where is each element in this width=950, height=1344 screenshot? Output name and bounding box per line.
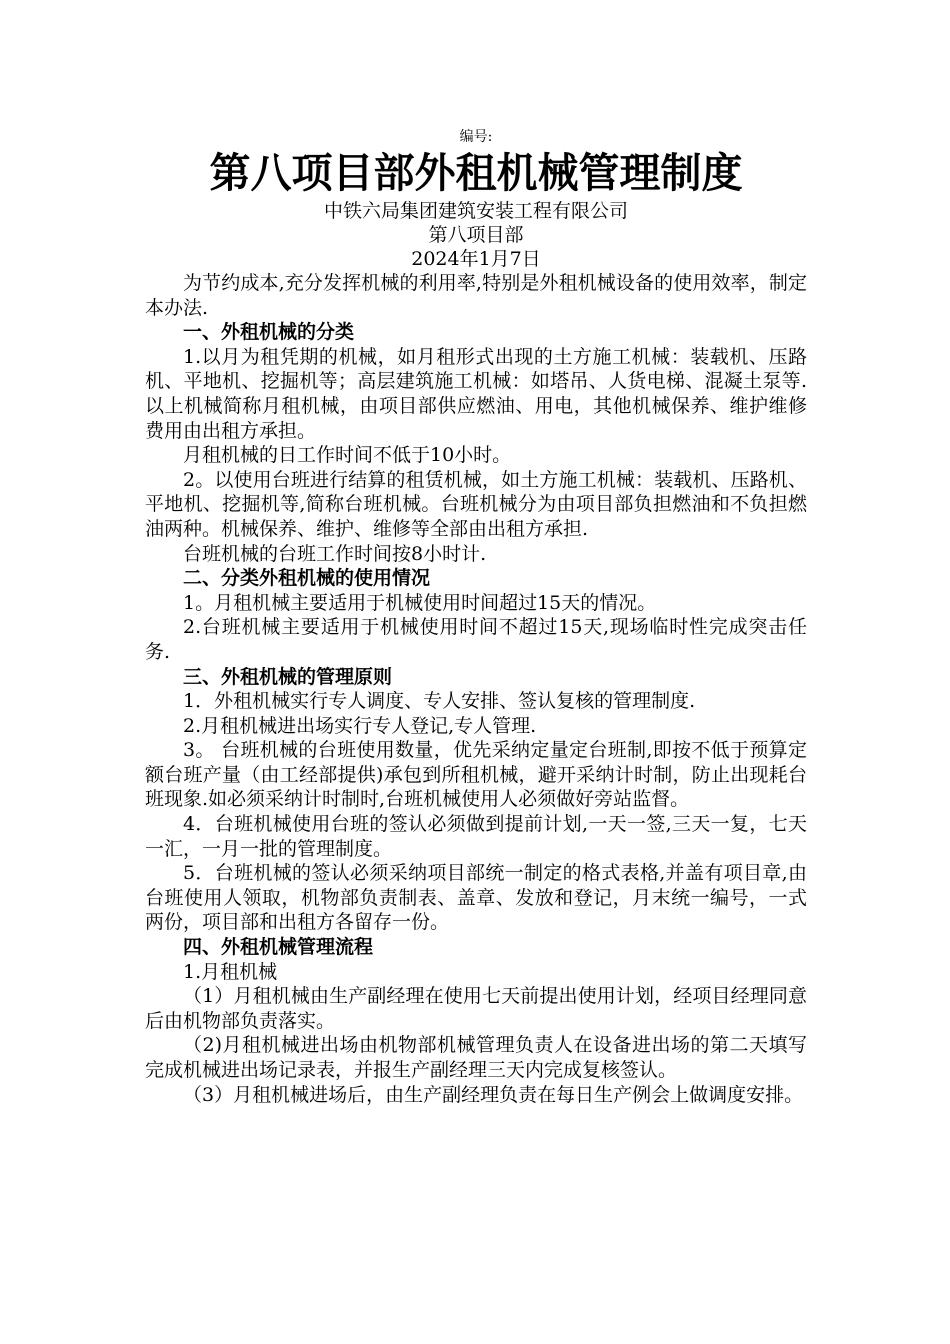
body-paragraph: 3。 台班机械的台班使用数量，优先采纳定量定台班制,即按不低于预算定额台班产量（由工经部提供)承包到所租机械，避开采纳计时制，防止出现耗台班现象.如必须采纳计时制时,台班机械使用人必须做好旁站监督。 <box>145 739 807 811</box>
body-paragraph: （2)月租机械进出场由机物部机械管理负责人在设备进出场的第二天填写完成机械进出场记录表，并报生产副经理三天内完成复核签认。 <box>145 1034 807 1081</box>
body-paragraph: 1．外租机械实行专人调度、专人安排、签认复核的管理制度. <box>183 690 696 713</box>
body-paragraph: 月租机械的日工作时间不低于10小时。 <box>183 444 512 467</box>
department-name: 第八项目部 <box>428 224 524 246</box>
organization-name: 中铁六局集团建筑安装工程有限公司 <box>323 200 628 222</box>
body-paragraph: 1.月租机械 <box>183 960 278 983</box>
body-paragraph: 为节约成本,充分发挥机械的利用率,特别是外租机械设备的使用效率，制定本办法. <box>145 272 807 319</box>
section-heading: 三、外租机械的管理原则 <box>183 665 393 688</box>
document-title: 第八项目部外租机械管理制度 <box>209 149 743 197</box>
document-body <box>145 127 807 1107</box>
body-paragraph: 2.台班机械主要适用于机械使用时间不超过15天,现场临时性完成突击任务. <box>145 616 807 663</box>
section-heading: 四、外租机械管理流程 <box>183 936 374 959</box>
body-paragraph: 5．台班机械的签认必须采纳项目部统一制定的格式表格,并盖有项目章,由台班使用人领取，机物部负责制表、盖章、发放和登记，月末统一编号，一式两份，项目部和出租方各留存一份。 <box>145 862 807 934</box>
body-paragraph: （1）月租机械由生产副经理在使用七天前提出使用计划，经项目经理同意后由机物部负责落实。 <box>145 985 807 1032</box>
body-paragraph: 2。以使用台班进行结算的租赁机械，如土方施工机械：装载机、压路机、平地机、挖掘机等,简称台班机械。台班机械分为由项目部负担燃油和不负担燃油两种。机械保养、维护、维修等全部由出租方承担. <box>145 468 807 540</box>
body-paragraph: （3）月租机械进场后，由生产副经理负责在每日生产例会上做调度安排。 <box>183 1083 804 1106</box>
section-heading: 一、外租机械的分类 <box>183 321 355 344</box>
document-date: 2024年1月7日 <box>411 248 541 270</box>
body-paragraph: 台班机械的台班工作时间按8小时计. <box>183 542 487 565</box>
body-paragraph: 4．台班机械使用台班的签认必须做到提前计划,一天一签,三天一复，七天一汇，一月一批的管理制度。 <box>145 813 807 860</box>
body-paragraph: 1.以月为租凭期的机械，如月租形式出现的土方施工机械：装载机、压路机、平地机、挖掘机等；高层建筑施工机械：如塔吊、人货电梯、混凝土泵等.以上机械简称月租机械，由项目部供应燃油、用电，其他机械保养、维护维修费用由出租方承担。 <box>145 345 807 442</box>
document-paragraphs <box>145 271 807 1107</box>
body-paragraph: 2.月租机械进出场实行专人登记,专人管理. <box>183 714 537 737</box>
section-heading: 二、分类外租机械的使用情况 <box>183 567 431 590</box>
serial-number-label: 编号: <box>459 129 493 145</box>
body-paragraph: 1。月租机械主要适用于机械使用时间超过15天的情况。 <box>183 591 657 614</box>
